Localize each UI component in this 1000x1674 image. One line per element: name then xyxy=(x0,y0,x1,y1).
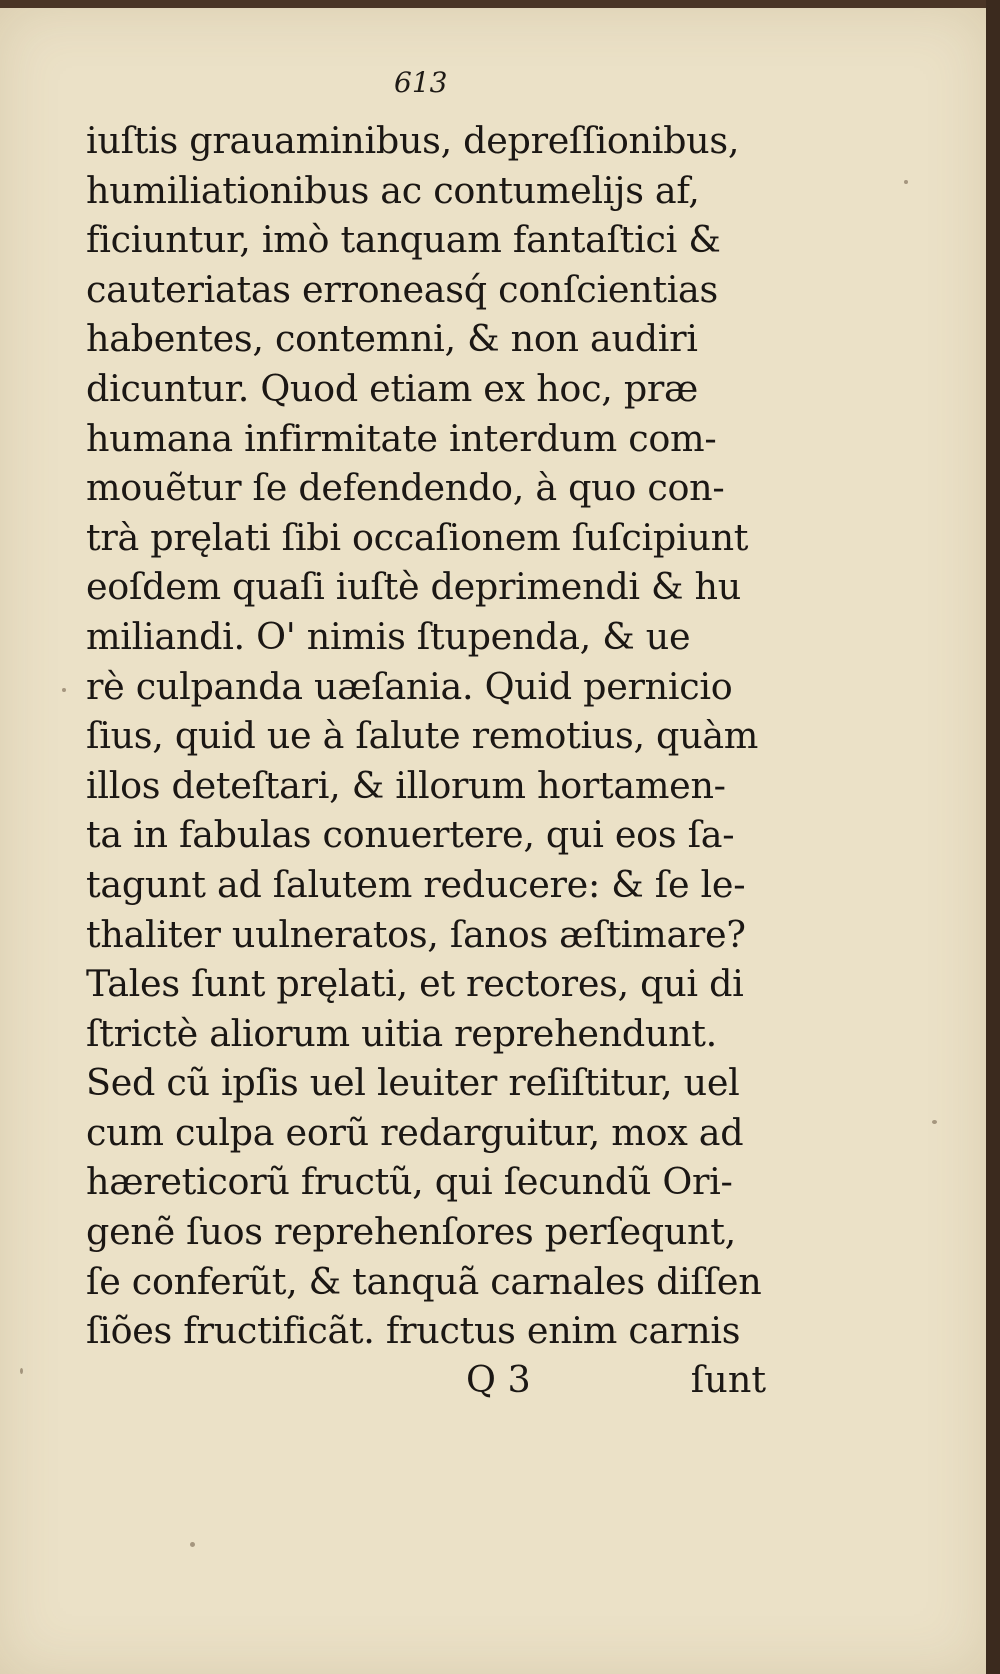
body-text xyxy=(86,116,776,1356)
paper-speck xyxy=(904,180,908,184)
catchword: ſunt xyxy=(690,1358,766,1401)
text-line: eoſdem quaſi iuſtè deprimendi & hu xyxy=(86,565,741,609)
text-line: cauteriatas erroneasq́ conſcientias xyxy=(86,267,718,311)
text-line: trà pręlati ſibi occaſionem ſuſcipiunt xyxy=(86,515,749,559)
text-line: ſius, quid ue à ſalute remotius, quàm xyxy=(86,714,759,758)
signature-mark: Q 3 xyxy=(466,1358,531,1401)
text-line: mouẽtur ſe defendendo, à quo con- xyxy=(86,466,725,510)
text-line: thaliter uulneratos, ſanos æſtimare? xyxy=(86,912,746,956)
text-line: cum culpa eorũ redarguitur, mox ad xyxy=(86,1110,744,1154)
text-line: Tales ſunt pręlati, et rectores, qui di xyxy=(86,962,744,1006)
book-top-edge xyxy=(0,0,1000,8)
text-line: tagunt ad ſalutem reducere: & ſe le- xyxy=(86,862,746,906)
paper-speck xyxy=(190,1542,195,1547)
text-line: miliandi. O' nimis ſtupenda, & ue xyxy=(86,614,691,658)
text-line: ſiões fructificãt. fructus enim carnis xyxy=(86,1309,741,1353)
text-line: ta in fabulas conuertere, qui eos ſa- xyxy=(86,813,735,857)
text-line: ſtrictè aliorum uitia reprehendunt. xyxy=(86,1011,717,1055)
text-line: illos deteſtari, & illorum hortamen- xyxy=(86,763,726,807)
text-line: rè culpanda uæſania. Quid pernicio xyxy=(86,664,733,708)
paper-speck xyxy=(932,1120,937,1124)
text-line: genẽ ſuos reprehenſores perſequnt, xyxy=(86,1210,736,1254)
text-line: ſe conferũt, & tanquã carnales diſſen xyxy=(86,1259,762,1303)
page-footer xyxy=(86,1354,776,1406)
text-line: habentes, contemni, & non audiri xyxy=(86,317,698,361)
text-line: iuſtis grauaminibus, depreſſionibus, xyxy=(86,119,740,162)
text-line: ficiuntur, imò tanquam fantaſtici & xyxy=(86,218,721,262)
text-line: humana infirmitate interdum com- xyxy=(86,416,717,460)
text-line: Sed cũ ipſis uel leuiter reſiſtitur, uel xyxy=(86,1061,740,1105)
text-line: hæreticorũ fructũ, qui ſecundũ Ori- xyxy=(86,1160,733,1204)
book-spine-edge xyxy=(986,0,1000,1674)
text-line: dicuntur. Quod etiam ex hoc, præ xyxy=(86,366,699,410)
paper-speck xyxy=(62,688,66,692)
book-page xyxy=(0,8,986,1674)
paper-speck xyxy=(20,1368,23,1374)
text-line: humiliationibus ac contumelijs af, xyxy=(86,168,700,212)
page-number: 613 xyxy=(394,66,448,99)
